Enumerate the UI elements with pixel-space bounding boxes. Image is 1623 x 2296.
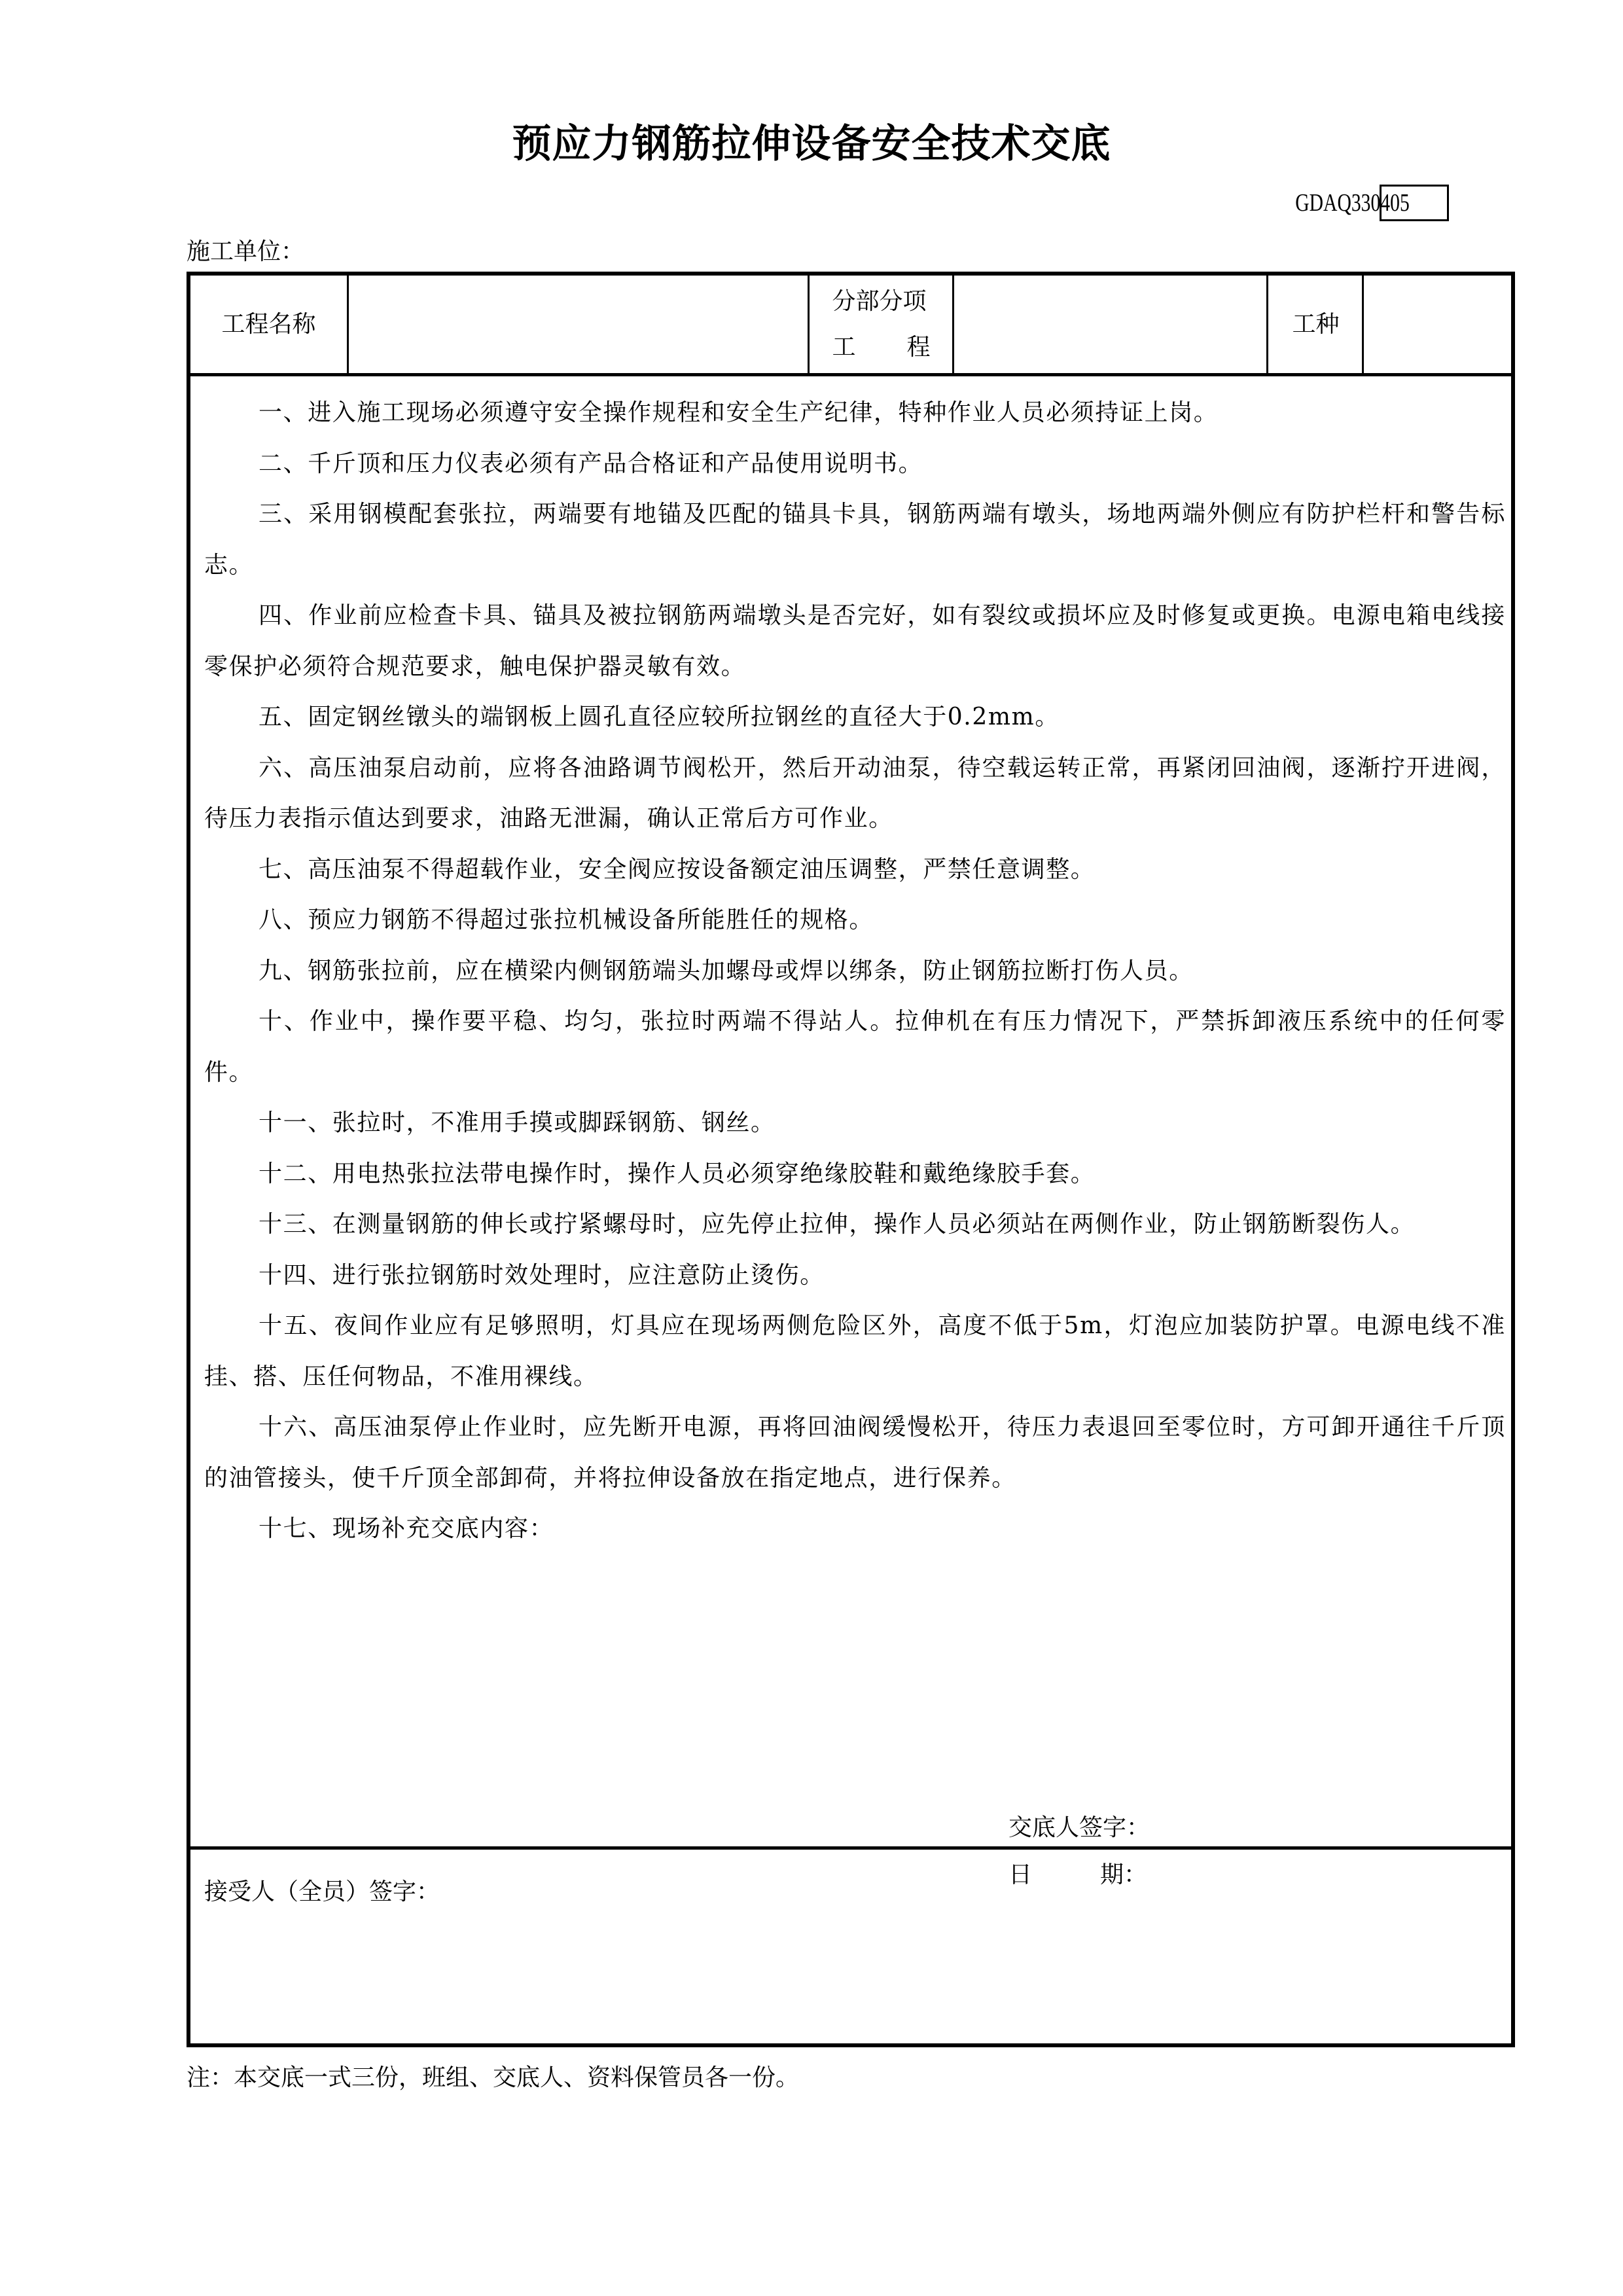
safety-item-10: 十、作业中，操作要平稳、均匀，张拉时两端不得站人。拉伸机在有压力情况下，严禁拆卸液压系统中的任何零件。 xyxy=(204,1008,1506,1086)
footnote: 注：本交底一式三份，班组、交底人、资料保管员各一份。 xyxy=(187,2064,800,2091)
trade-field[interactable] xyxy=(1364,276,1511,373)
construction-unit-label: 施工单位： xyxy=(187,238,305,265)
discloser-signature[interactable] xyxy=(1008,1812,1150,1844)
project-name-label: 工程名称 xyxy=(221,310,316,338)
document-title: 预应力钢筋拉伸设备安全技术交底 xyxy=(512,121,1111,167)
document-code xyxy=(1263,183,1449,223)
sub-project-label-cell xyxy=(810,276,953,373)
document-code-text: GDAQ330405 xyxy=(1295,189,1410,217)
safety-item-6: 六、高压油泵启动前，应将各油路调节阀松开，然后开动油泵，待空载运转正常，再紧闭回油阀，逐渐拧开进阀，待压力表指示值达到要求，油路无泄漏，确认正常后方可作业。 xyxy=(204,754,1506,832)
safety-item-16: 十六、高压油泵停止作业时，应先断开电源，再将回油阀缓慢松开，待压力表退回至零位时，方可卸开通往千斤顶的油管接头，使千斤顶全部卸荷，并将拉伸设备放在指定地点，进行保养。 xyxy=(204,1414,1506,1492)
disclosure-content xyxy=(190,373,1511,1888)
sub-project-label-line2-a: 工 xyxy=(832,333,856,361)
safety-item-17: 十七、现场补充交底内容： xyxy=(259,1515,554,1542)
sub-project-label-line1: 分部分项 xyxy=(832,287,927,315)
discloser-signature-label: 交底人签字： xyxy=(1008,1814,1150,1841)
project-name-field[interactable] xyxy=(349,276,808,373)
safety-item-14: 十四、进行张拉钢筋时效处理时，应注意防止烫伤。 xyxy=(259,1261,825,1289)
project-name-label-cell xyxy=(190,276,347,373)
receiver-signature-area[interactable] xyxy=(190,1850,1511,2043)
safety-item-2: 二、千斤顶和压力仪表必须有产品合格证和产品使用说明书。 xyxy=(259,450,923,477)
receiver-signature-label: 接受人（全员）签字： xyxy=(204,1878,440,1905)
sub-project-label-line2 xyxy=(832,332,931,363)
date-label-a: 日 xyxy=(1008,1861,1033,1888)
sub-project-label-line2-b: 程 xyxy=(906,333,931,361)
safety-item-13: 十三、在测量钢筋的伸长或拧紧螺母时，应先停止拉伸，操作人员必须站在两侧作业，防止钢筋断裂伤人。 xyxy=(259,1211,1416,1238)
safety-item-5: 五、固定钢丝镦头的端钢板上圆孔直径应较所拉钢丝的直径大于0.2mm。 xyxy=(259,704,1060,730)
safety-items-list xyxy=(204,387,1506,1554)
header-row xyxy=(190,276,1511,376)
safety-item-9: 九、钢筋张拉前，应在横梁内侧钢筋端头加螺母或焊以绑条，防止钢筋拉断打伤人员。 xyxy=(259,957,1194,984)
safety-item-12: 十二、用电热张拉法带电操作时，操作人员必须穿绝缘胶鞋和戴绝缘胶手套。 xyxy=(259,1160,1096,1187)
trade-label-cell xyxy=(1268,276,1363,373)
trade-label: 工种 xyxy=(1292,310,1340,338)
safety-item-7: 七、高压油泵不得超载作业，安全阀应按设备额定油压调整，严禁任意调整。 xyxy=(259,855,1096,883)
safety-item-4: 四、作业前应检查卡具、锚具及被拉钢筋两端墩头是否完好，如有裂纹或损坏应及时修复或更换。电源电箱电线接零保护必须符合规范要求，触电保护器灵敏有效。 xyxy=(204,602,1506,680)
safety-item-15: 十五、夜间作业应有足够照明，灯具应在现场两侧危险区外，高度不低于5m，灯泡应加装防护罩。电源电线不准挂、搭、压任何物品，不准用裸线。 xyxy=(204,1312,1506,1390)
disclosure-table xyxy=(187,272,1515,2047)
safety-item-3: 三、采用钢模配套张拉，两端要有地锚及匹配的锚具卡具，钢筋两端有墩头，场地两端外侧应有防护栏杆和警告标志。 xyxy=(204,501,1506,579)
safety-item-8: 八、预应力钢筋不得超过张拉机械设备所能胜任的规格。 xyxy=(259,906,874,933)
sub-project-field[interactable] xyxy=(954,276,1266,373)
date-label-b: 期： xyxy=(1099,1861,1147,1888)
safety-item-11: 十一、张拉时，不准用手摸或脚踩钢筋、钢丝。 xyxy=(259,1109,776,1136)
safety-item-1: 一、进入施工现场必须遵守安全操作规程和安全生产纪律，特种作业人员必须持证上岗。 xyxy=(259,399,1219,426)
